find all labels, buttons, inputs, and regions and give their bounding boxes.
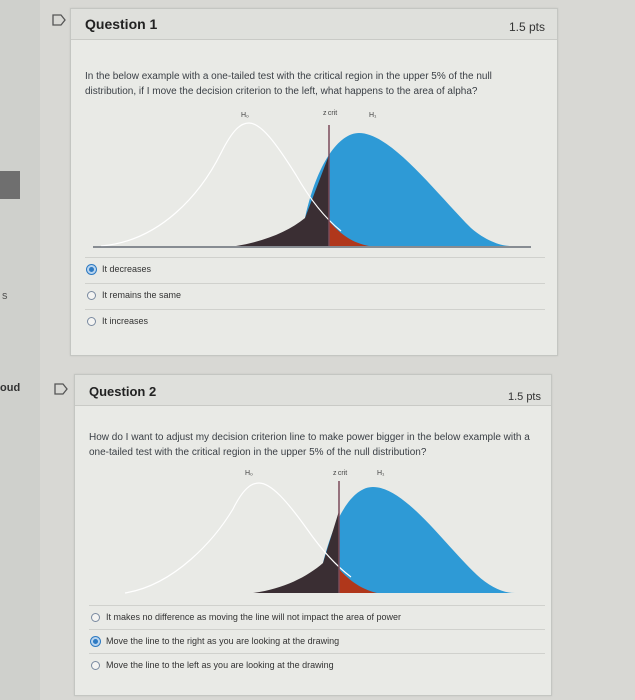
distribution-plot <box>115 465 545 597</box>
answer-option[interactable] <box>89 629 545 652</box>
question-text: In the below example with a one-tailed test with the critical region in the upper 5% of the null distribution, if I move the decision criterion to the left, what happens to the area of alpha? <box>85 71 492 97</box>
radio-icon[interactable] <box>91 613 100 622</box>
answer-label: Move the line to the left as you are looking at the drawing <box>106 660 334 670</box>
radio-icon[interactable] <box>87 291 96 300</box>
question-points: 1.5 pts <box>508 20 545 34</box>
question-text: How do I want to adjust my decision criterion line to make power bigger in the below example with a one-tailed test with the critical region in the upper 5% of the null distribution? <box>89 432 530 458</box>
question-title: Question 2 <box>89 384 157 399</box>
alt-mean-label: H₁ <box>369 112 377 119</box>
answer-option[interactable] <box>85 283 545 306</box>
left-edge-marker: s <box>2 290 8 302</box>
answer-label: It increases <box>102 316 149 326</box>
left-edge-label: oud <box>0 382 21 394</box>
beta-area <box>236 155 329 246</box>
radio-selected-icon[interactable] <box>87 265 96 274</box>
answer-label: It makes no difference as moving the line will not impact the area of power <box>106 612 401 622</box>
critical-label: z crit <box>323 110 338 117</box>
question-card-1 <box>70 8 558 356</box>
question-points: 1.5 pts <box>507 391 541 403</box>
sidebar-block <box>0 171 20 199</box>
answer-option[interactable] <box>85 257 545 280</box>
answer-label: Move the line to the right as you are looking at the drawing <box>106 636 340 646</box>
null-mean-label: H₀ <box>245 470 253 477</box>
question-card-2 <box>74 374 552 696</box>
radio-selected-icon[interactable] <box>91 637 100 646</box>
answer-list <box>85 257 545 337</box>
background-page-edge <box>0 0 40 700</box>
critical-label: z crit <box>333 470 348 477</box>
answer-list <box>89 605 545 689</box>
question-title: Question 1 <box>85 16 158 32</box>
alt-mean-label: H₁ <box>377 470 385 477</box>
answer-option[interactable] <box>85 309 545 332</box>
flag-question-icon[interactable] <box>54 383 68 395</box>
null-mean-label: H₀ <box>241 112 249 119</box>
distribution-plot <box>91 103 531 253</box>
answer-label: It remains the same <box>102 290 182 300</box>
power-area <box>323 487 515 593</box>
answer-option[interactable] <box>89 653 545 676</box>
radio-icon[interactable] <box>91 661 100 670</box>
radio-icon[interactable] <box>87 317 96 326</box>
flag-question-icon[interactable] <box>52 14 66 26</box>
answer-label: It decreases <box>102 264 152 274</box>
answer-option[interactable] <box>89 605 545 628</box>
